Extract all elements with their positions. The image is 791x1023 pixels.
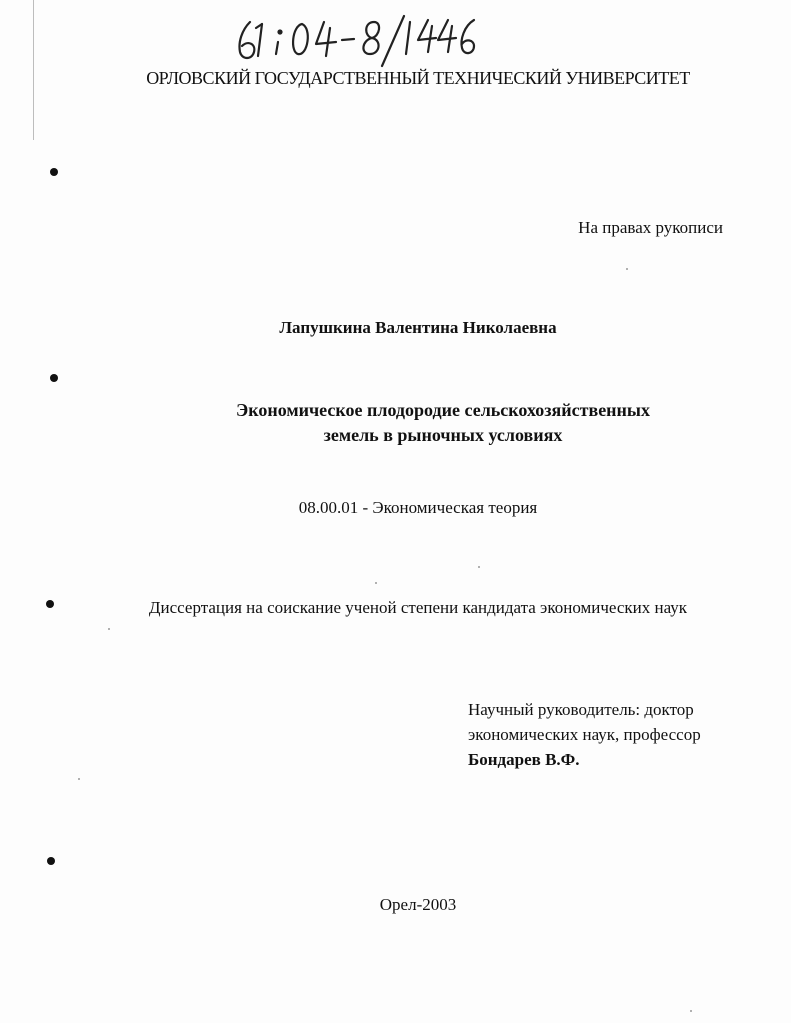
author-name: Лапушкина Валентина Николаевна bbox=[279, 318, 557, 337]
university-name: ОРЛОВСКИЙ ГОСУДАРСТВЕННЫЙ ТЕХНИЧЕСКИЙ УНИВЕРСИТЕТ bbox=[146, 68, 690, 88]
scan-speck bbox=[478, 566, 480, 568]
scan-speck bbox=[690, 1010, 692, 1012]
supervisor-line-2: экономических наук, профессор bbox=[468, 725, 701, 744]
scan-speck bbox=[626, 268, 628, 270]
rights-note: На правах рукописи bbox=[578, 218, 723, 237]
supervisor-name: Бондарев В.Ф. bbox=[468, 750, 580, 769]
supervisor-block bbox=[468, 697, 701, 772]
supervisor-line-1: Научный руководитель: доктор bbox=[468, 700, 694, 719]
degree-statement: Диссертация на соискание ученой степени кандидата экономических наук bbox=[148, 598, 688, 617]
title-line-2: земель в рыночных условиях bbox=[323, 425, 563, 445]
scan-speck bbox=[375, 582, 377, 584]
punch-hole-mark bbox=[50, 168, 58, 176]
specialty-code: 08.00.01 - Экономическая теория bbox=[298, 498, 538, 517]
handwritten-archive-number bbox=[232, 8, 482, 68]
title-line-1: Экономическое плодородие сельскохозяйственных bbox=[236, 400, 650, 420]
city-year: Орел-2003 bbox=[379, 895, 457, 914]
punch-hole-mark bbox=[46, 600, 54, 608]
punch-hole-mark bbox=[50, 374, 58, 382]
dissertation-title bbox=[0, 398, 791, 448]
scan-speck bbox=[108, 628, 110, 630]
scan-speck bbox=[78, 778, 80, 780]
punch-hole-mark bbox=[47, 857, 55, 865]
